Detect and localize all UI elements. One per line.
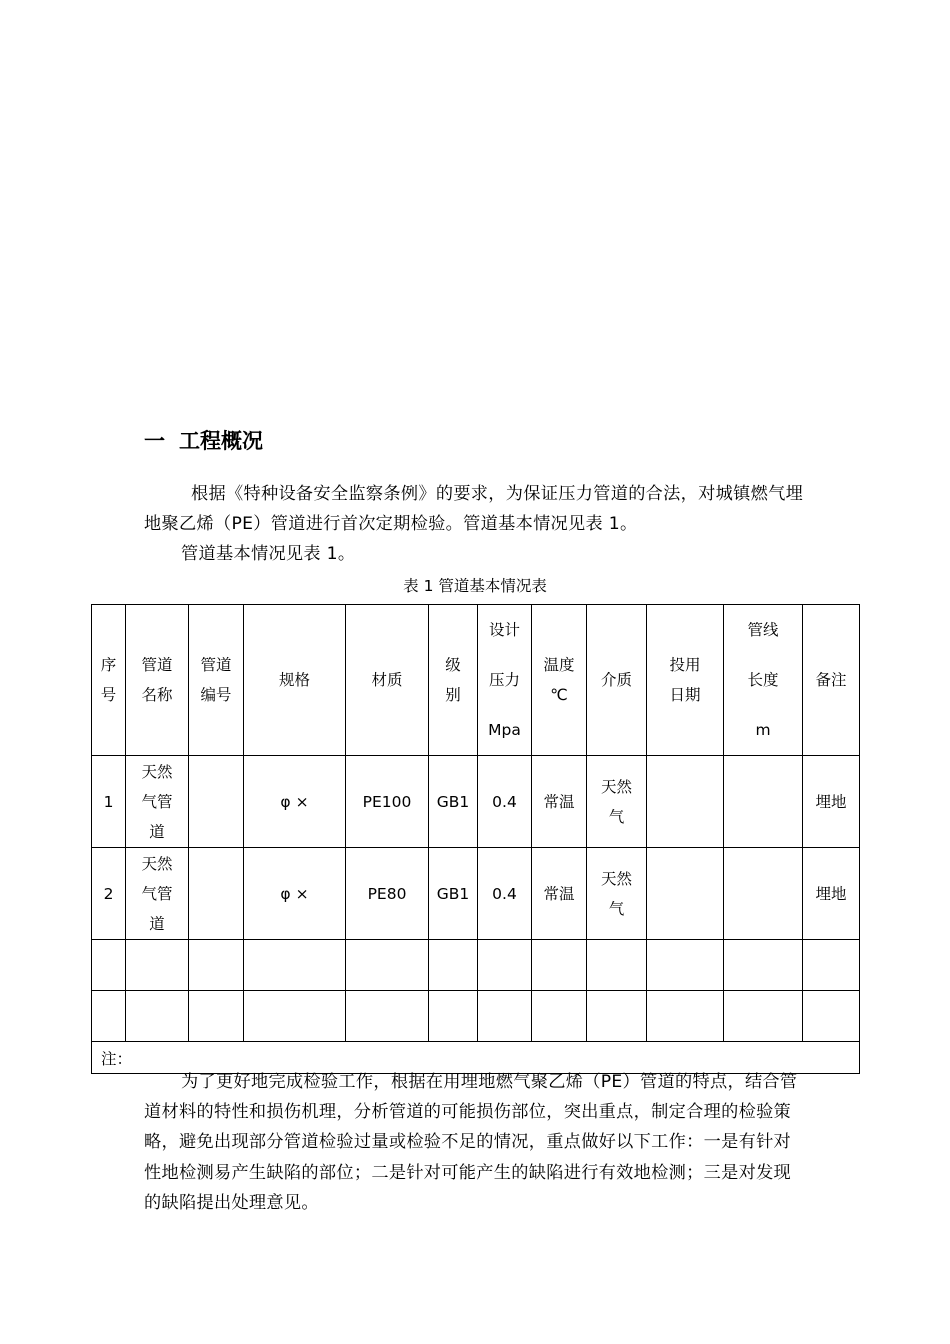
- table-caption: 表 1 管道基本情况表: [403, 577, 547, 595]
- header-line: m: [755, 721, 771, 739]
- header-line: 备注: [815, 671, 847, 689]
- section-title: 工程概况: [179, 429, 263, 453]
- cell-line: 天然: [141, 762, 173, 781]
- table-note: 注：: [92, 1042, 860, 1074]
- header-line: 名称: [141, 686, 173, 704]
- header-line: 设计: [488, 621, 520, 639]
- header-line: 压力: [488, 671, 520, 689]
- header-line: 别: [445, 686, 461, 704]
- cell-grade: GB1: [429, 756, 478, 848]
- cell-date: [647, 756, 724, 848]
- cell-spec: φ ×: [244, 848, 346, 940]
- header-cell: [478, 605, 532, 756]
- cell-remark: 埋地: [803, 848, 860, 940]
- intro-paragraph: 根据《特种设备安全监察条例》的要求，为保证压力管道的合法，对城镇燃气埋地聚乙烯（PE）管道进行首次定期检验。管道基本情况见表 1。: [144, 484, 804, 534]
- cell-spec: φ ×: [244, 756, 346, 848]
- empty-cell: [587, 991, 647, 1042]
- header-line: ℃: [550, 686, 568, 704]
- empty-cell: [244, 991, 346, 1042]
- table-row-empty: [92, 991, 860, 1042]
- table-row: [92, 756, 860, 848]
- empty-cell: [244, 940, 346, 991]
- header-cell: [803, 605, 860, 756]
- cell-no: 1: [92, 756, 126, 848]
- header-line: 材质: [371, 671, 403, 689]
- empty-cell: [92, 940, 126, 991]
- cell-pressure: 0.4: [478, 848, 532, 940]
- empty-cell: [647, 940, 724, 991]
- cell-line: 气: [608, 807, 625, 826]
- header-line: 规格: [278, 671, 310, 689]
- empty-cell: [126, 991, 189, 1042]
- header-cell: [244, 605, 346, 756]
- cell-medium: [587, 848, 647, 940]
- header-line: 编号: [200, 686, 232, 704]
- cell-line: 天然: [141, 854, 173, 873]
- cell-length: [724, 756, 803, 848]
- cell-line: 气: [608, 899, 625, 918]
- header-cell: [587, 605, 647, 756]
- cell-line: 气管: [141, 884, 173, 903]
- header-cell: [126, 605, 189, 756]
- header-cell: [647, 605, 724, 756]
- cell-no: 2: [92, 848, 126, 940]
- header-line: 级: [445, 656, 461, 674]
- empty-cell: [346, 940, 429, 991]
- pipeline-info-table: [91, 604, 860, 1074]
- cell-line: 天然: [600, 869, 632, 888]
- empty-cell: [587, 940, 647, 991]
- cell-material: PE80: [346, 848, 429, 940]
- cell-remark: 埋地: [803, 756, 860, 848]
- cell-pressure: 0.4: [478, 756, 532, 848]
- header-line: 管道: [141, 656, 173, 674]
- cell-code: [189, 756, 244, 848]
- empty-cell: [532, 991, 587, 1042]
- cell-temp: 常温: [532, 756, 587, 848]
- header-cell: [429, 605, 478, 756]
- cell-line: 气管: [141, 792, 173, 811]
- cell-temp: 常温: [532, 848, 587, 940]
- header-line: 投用: [669, 656, 701, 674]
- cell-line: 道: [149, 914, 165, 933]
- header-cell: [189, 605, 244, 756]
- table-row: [92, 848, 860, 940]
- cell-medium: [587, 756, 647, 848]
- empty-cell: [803, 940, 860, 991]
- empty-cell: [724, 940, 803, 991]
- empty-cell: [803, 991, 860, 1042]
- cell-grade: GB1: [429, 848, 478, 940]
- intro-reference-paragraph: 管道基本情况见表 1。: [181, 544, 356, 564]
- empty-cell: [724, 991, 803, 1042]
- cell-code: [189, 848, 244, 940]
- empty-cell: [126, 940, 189, 991]
- header-line: 温度: [543, 656, 575, 674]
- header-cell: [724, 605, 803, 756]
- empty-cell: [532, 940, 587, 991]
- cell-name: [126, 848, 189, 940]
- empty-cell: [478, 940, 532, 991]
- header-line: 序: [100, 656, 117, 674]
- header-line: 长度: [747, 671, 779, 689]
- empty-cell: [429, 940, 478, 991]
- header-line: 号: [100, 686, 117, 704]
- header-cell: [346, 605, 429, 756]
- table-row-empty: [92, 940, 860, 991]
- header-line: 管道: [200, 656, 232, 674]
- section-number: 一: [144, 429, 165, 453]
- header-line: Mpa: [488, 721, 521, 739]
- section-heading: [144, 426, 263, 456]
- table-header-row: [92, 605, 860, 756]
- cell-name: [126, 756, 189, 848]
- empty-cell: [92, 991, 126, 1042]
- header-line: 介质: [600, 671, 632, 689]
- empty-cell: [189, 940, 244, 991]
- header-cell: [532, 605, 587, 756]
- header-line: 日期: [669, 686, 701, 704]
- empty-cell: [647, 991, 724, 1042]
- empty-cell: [346, 991, 429, 1042]
- header-line: 管线: [747, 621, 779, 639]
- cell-line: 道: [149, 822, 165, 841]
- cell-date: [647, 848, 724, 940]
- empty-cell: [478, 991, 532, 1042]
- cell-material: PE100: [346, 756, 429, 848]
- cell-line: 天然: [600, 777, 632, 796]
- empty-cell: [429, 991, 478, 1042]
- cell-length: [724, 848, 803, 940]
- header-cell: [92, 605, 126, 756]
- empty-cell: [189, 991, 244, 1042]
- closing-paragraph: 为了更好地完成检验工作，根据在用埋地燃气聚乙烯（PE）管道的特点，结合管道材料的特性和损伤机理，分析管道的可能损伤部位，突出重点，制定合理的检验策略，避免出现部分管道检验过量或检验不足的情况，重点做好以下工作：一是有针对性地检测易产生缺陷的部位；二是针对可能产生的缺陷进行有效地检测；三是对发现的缺陷提出处理意见。: [144, 1072, 798, 1213]
